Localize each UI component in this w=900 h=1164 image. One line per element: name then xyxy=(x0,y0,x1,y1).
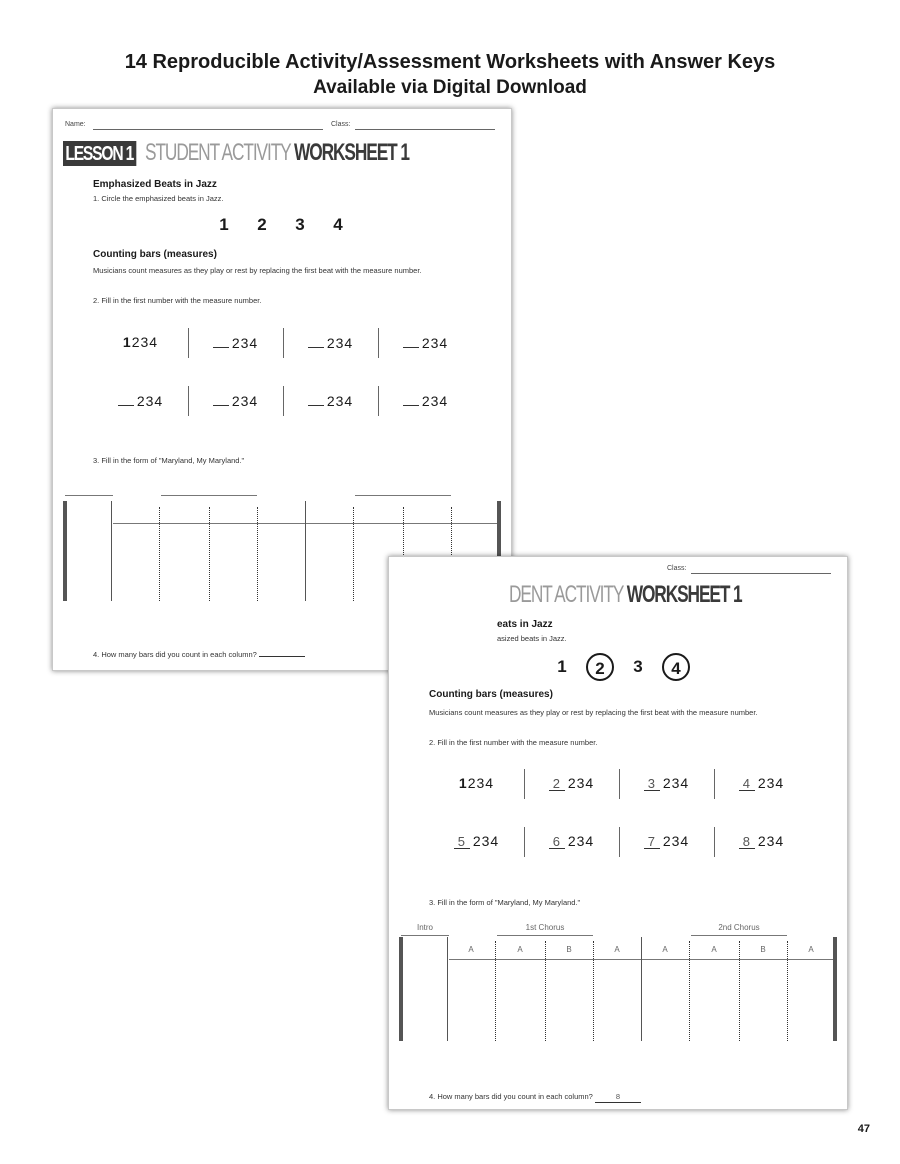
title-text: DENT ACTIVITY WORKSHEET 1 xyxy=(509,581,742,608)
beats-row xyxy=(205,211,357,239)
question-4: 4. How many bars did you count in each column? 8 xyxy=(429,1091,641,1103)
question-1-partial: asized beats in Jazz. xyxy=(497,634,567,643)
form-label-intro: Intro xyxy=(401,923,449,932)
worksheet-answer-key xyxy=(388,556,848,1110)
beat-1: 1 xyxy=(557,657,567,676)
heading-line-2: Available via Digital Download xyxy=(313,77,587,98)
question-1: 1. Circle the emphasized beats in Jazz. xyxy=(93,194,224,203)
beat-4-circled: 4 xyxy=(662,653,690,681)
beat-3: 3 xyxy=(295,215,305,234)
answer-blank xyxy=(259,656,305,657)
measure: 1234 xyxy=(458,775,495,791)
measure: 234 xyxy=(283,334,378,351)
heading-line-1: 14 Reproducible Activity/Assessment Worksheets with Answer Keys xyxy=(124,51,776,73)
measure: 234 xyxy=(93,392,188,409)
measure: 234 xyxy=(283,392,378,409)
beat-4: 4 xyxy=(333,215,343,234)
form-letter: B xyxy=(760,945,766,954)
form-letter: A xyxy=(711,945,717,954)
form-letter: A xyxy=(614,945,620,954)
section-counting-bars: Counting bars (measures) xyxy=(93,249,217,260)
measure: 2 234 xyxy=(524,775,619,791)
form-letter: A xyxy=(808,945,814,954)
measure: 8 234 xyxy=(714,833,809,849)
measure: 7 234 xyxy=(619,833,714,849)
section-counting-bars: Counting bars (measures) xyxy=(429,689,553,700)
form-label-1st-chorus: 1st Chorus xyxy=(497,923,593,932)
form-letter: A xyxy=(517,945,523,954)
form-diagram-answers xyxy=(389,921,848,1051)
title-text: STUDENT ACTIVITY WORKSHEET 1 xyxy=(144,139,409,166)
measure-row-1 xyxy=(93,327,473,357)
form-letter: B xyxy=(566,945,572,954)
beat-3: 3 xyxy=(633,657,643,676)
question-2: 2. Fill in the first number with the measure number. xyxy=(93,296,262,305)
question-3: 3. Fill in the form of "Maryland, My Maryland." xyxy=(93,456,245,465)
answer-bars-per-column: 8 xyxy=(595,1091,641,1103)
name-label: Name: xyxy=(65,121,86,128)
section-emphasized-beats: Emphasized Beats in Jazz xyxy=(93,179,217,190)
measure-row-2-answers xyxy=(429,826,809,856)
measure: 3 234 xyxy=(619,775,714,791)
measure: 6 234 xyxy=(524,833,619,849)
measure: 1234 xyxy=(122,334,159,350)
form-letter: A xyxy=(468,945,474,954)
page-number: 47 xyxy=(857,1123,870,1135)
counting-bars-text: Musicians count measures as they play or rest by replacing the first beat with the measure number. xyxy=(429,708,758,717)
form-label-2nd-chorus: 2nd Chorus xyxy=(691,923,787,932)
measure-row-2 xyxy=(93,385,473,415)
question-3: 3. Fill in the form of "Maryland, My Maryland." xyxy=(429,898,581,907)
class-line xyxy=(355,129,495,130)
measure: 234 xyxy=(378,334,473,351)
section-emphasized-beats-partial: eats in Jazz xyxy=(497,619,553,630)
lesson-badge: LESSON 1 xyxy=(63,141,136,166)
beats-row-answers xyxy=(543,653,695,681)
beat-1: 1 xyxy=(219,215,229,234)
class-label: Class: xyxy=(667,565,687,572)
class-label: Class: xyxy=(331,121,351,128)
measure: 234 xyxy=(188,334,283,351)
measure-row-1-answers xyxy=(429,768,809,798)
page-heading xyxy=(0,50,900,100)
worksheet-title-partial xyxy=(509,581,832,609)
beat-2: 2 xyxy=(257,215,267,234)
class-line xyxy=(691,573,831,574)
measure: 234 xyxy=(188,392,283,409)
measure: 5 234 xyxy=(429,833,524,849)
counting-bars-text: Musicians count measures as they play or rest by replacing the first beat with the measure number. xyxy=(93,266,422,275)
question-4: 4. How many bars did you count in each column? xyxy=(93,649,305,660)
question-2: 2. Fill in the first number with the measure number. xyxy=(429,738,598,747)
worksheet-title xyxy=(63,139,511,167)
form-letter: A xyxy=(662,945,668,954)
beat-2-circled: 2 xyxy=(586,653,614,681)
name-line xyxy=(93,129,323,130)
measure: 234 xyxy=(378,392,473,409)
measure: 4 234 xyxy=(714,775,809,791)
